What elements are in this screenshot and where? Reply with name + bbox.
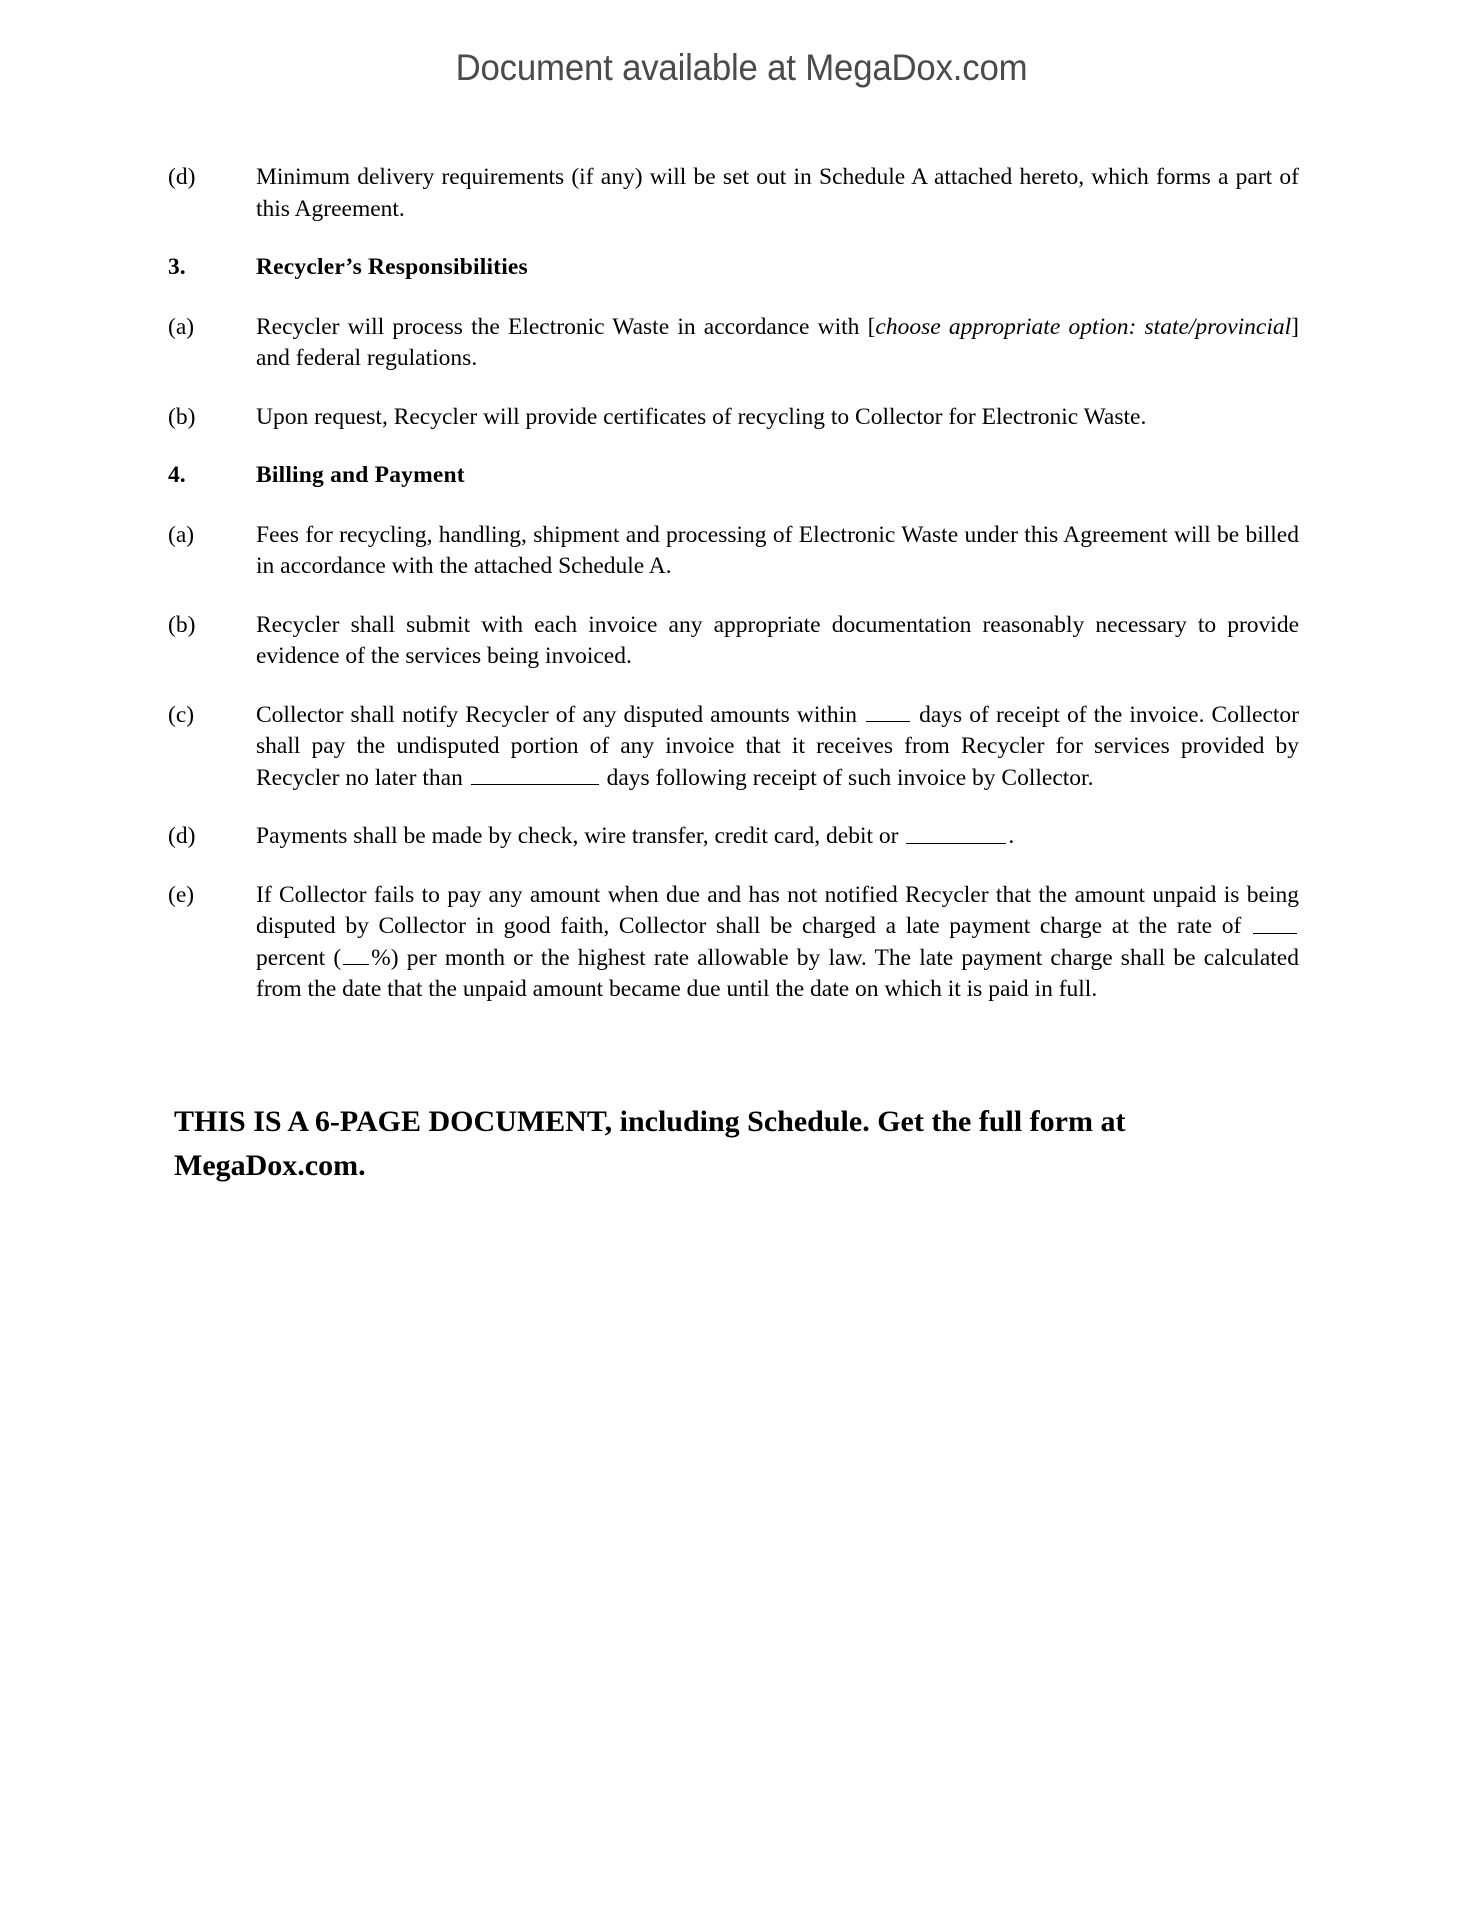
clause-4d-payment-methods-fill-blank-1[interactable]	[906, 821, 1006, 844]
clause-3a-process-waste-seg-0: Recycler will process the Electronic Waste in accordance with [	[256, 313, 876, 340]
clause-3a-process-waste-seg-1: choose appropriate option: state/provincial	[875, 313, 1292, 340]
clause-3a-process-waste-text	[256, 312, 1299, 375]
clause-4b-documentation-text	[256, 610, 1299, 673]
clause-4c-disputed-amounts-seg-0: Collector shall notify Recycler of any disputed amounts within	[256, 701, 865, 728]
clause-4c-disputed-amounts-fill-blank-1[interactable]	[866, 700, 910, 723]
section-4-heading-seg-0: Billing and Payment	[256, 462, 465, 488]
clause-d-minimum-delivery-text	[256, 162, 1299, 225]
clause-4c-disputed-amounts-seg-2: days of receipt of the invoice. Collector shall pay the undisputed portion of any invoice that it receives from Recycler for services provided by Recycler no later than	[256, 701, 1299, 791]
clause-4a-fees-text	[256, 520, 1299, 583]
clause-3b-certificates-text	[256, 402, 1299, 434]
clause-4c-disputed-amounts-seg-4: days following receipt of such invoice by Collector.	[600, 764, 1094, 791]
clause-4b-documentation-label: (b)	[168, 611, 196, 638]
clause-4c-disputed-amounts-text	[256, 700, 1299, 795]
clause-d-minimum-delivery-label: (d)	[168, 164, 196, 190]
section-3-heading-text	[256, 252, 1299, 284]
clause-4e-late-payment	[168, 880, 1299, 1006]
clause-d-minimum-delivery-seg-0: Minimum delivery requirements (if any) will be set out in Schedule A attached hereto, which forms a part of this Agreement.	[256, 164, 1299, 222]
clause-4e-late-payment-label: (e)	[168, 881, 195, 908]
clause-4d-payment-methods-seg-2: .	[1008, 823, 1015, 849]
clause-4d-payment-methods-seg-0: Payments shall be made by check, wire transfer, credit card, debit or	[256, 823, 905, 849]
clause-3b-certificates-seg-0: Upon request, Recycler will provide certificates of recycling to Collector for Electronic Waste.	[256, 403, 1147, 430]
clause-4a-fees	[168, 520, 1299, 583]
section-4-heading	[168, 460, 1299, 492]
section-4-heading-text	[256, 460, 1299, 492]
megadox-watermark-header: Document available at MegaDox.com	[455, 47, 1028, 88]
clause-4a-fees-seg-0: Fees for recycling, handling, shipment and processing of Electronic Waste under this Agreement will be billed in accordance with the attached Schedule A.	[256, 521, 1299, 579]
clause-4d-payment-methods-label: (d)	[168, 823, 196, 849]
clause-4e-late-payment-seg-0: If Collector fails to pay any amount when due and has not notified Recycler that the amount unpaid is being disputed by Collector in good faith, Collector shall be charged a late payment charge at the rate of	[256, 881, 1299, 939]
clause-4e-late-payment-seg-2: percent (	[256, 944, 342, 971]
clause-3a-process-waste-label: (a)	[168, 313, 195, 340]
clause-4e-late-payment-fill-blank-3[interactable]	[343, 943, 369, 966]
section-3-heading-seg-0: Recycler’s Responsibilities	[256, 254, 528, 280]
clause-d-minimum-delivery	[168, 162, 1299, 225]
clause-3a-process-waste-seg-2: ] and federal regulations.	[256, 313, 1299, 371]
document-body	[168, 162, 1299, 1033]
clause-4c-disputed-amounts-fill-blank-3[interactable]	[471, 763, 599, 786]
section-4-heading-label: 4.	[168, 462, 186, 488]
clause-4d-payment-methods	[168, 821, 1299, 853]
clause-3b-certificates-label: (b)	[168, 403, 196, 430]
section-3-heading	[168, 252, 1299, 284]
clause-4e-late-payment-text	[256, 880, 1299, 1006]
clause-4b-documentation	[168, 610, 1299, 673]
clause-3b-certificates	[168, 402, 1299, 434]
clause-4d-payment-methods-text	[256, 821, 1299, 853]
clause-4c-disputed-amounts	[168, 700, 1299, 795]
closing-notice: THIS IS A 6-PAGE DOCUMENT, including Schedule. Get the full form at MegaDox.com.	[174, 1105, 1126, 1182]
clause-4e-late-payment-seg-4: %) per month or the highest rate allowable by law. The late payment charge shall be calculated from the date that the unpaid amount became due until the date on which it is paid in full.	[256, 944, 1299, 1002]
clause-4b-documentation-seg-0: Recycler shall submit with each invoice any appropriate documentation reasonably necessary to provide evidence of the services being invoiced.	[256, 611, 1299, 669]
section-3-heading-label: 3.	[168, 254, 186, 280]
clause-4e-late-payment-fill-blank-1[interactable]	[1253, 911, 1297, 934]
clause-4c-disputed-amounts-label: (c)	[168, 701, 195, 728]
clause-3a-process-waste	[168, 312, 1299, 375]
clause-4a-fees-label: (a)	[168, 521, 195, 548]
